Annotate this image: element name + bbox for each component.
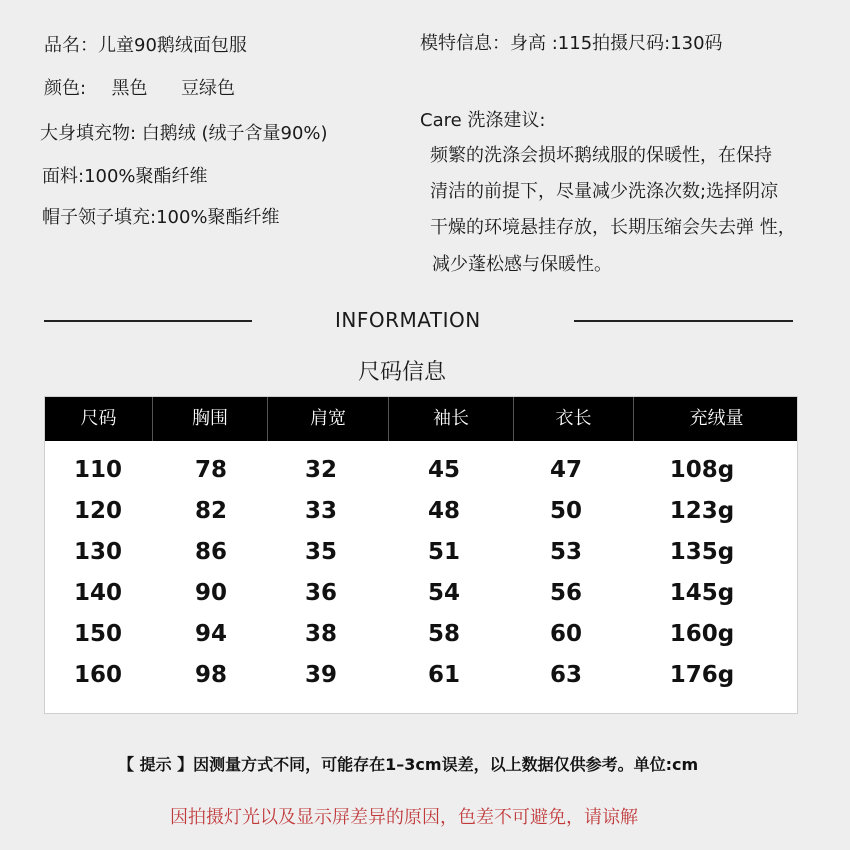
table-cell: 35 (304, 539, 337, 565)
header-length: 衣长 (555, 408, 592, 429)
table-cell: 120 (73, 498, 122, 524)
model-info: 模特信息：身高 :115拍摄尺码:130码 (420, 33, 723, 54)
table-cell: 56 (549, 580, 582, 606)
care-text-line: 减少蓬松感与保暖性。 (432, 254, 612, 275)
color-option-green: 豆绿色 (181, 78, 236, 99)
fabric-info: 面料:100%聚酯纤维 (42, 166, 208, 187)
table-cell: 98 (194, 662, 227, 688)
header-chest: 胸围 (192, 408, 228, 429)
table-cell: 130 (73, 539, 122, 565)
divider-right (574, 320, 793, 322)
table-row (45, 491, 797, 532)
table-cell: 45 (427, 457, 460, 483)
divider-left (44, 320, 252, 322)
table-cell: 82 (194, 498, 227, 524)
table-cell: 135g (669, 539, 735, 565)
table-cell: 160 (73, 662, 122, 688)
size-table (44, 396, 798, 714)
measurement-note: 【 提示 】因测量方式不同，可能存在1–3cm误差，以上数据仅供参考。单位:cm (118, 755, 699, 774)
table-cell: 160g (669, 621, 735, 647)
table-cell: 33 (304, 498, 337, 524)
color-label: 颜色: (44, 78, 87, 99)
table-row (45, 573, 797, 614)
care-title: Care 洗涤建议: (420, 110, 546, 131)
table-cell: 108g (669, 457, 735, 483)
header-down-fill: 充绒量 (689, 408, 744, 429)
header-shoulder: 肩宽 (310, 408, 346, 429)
color-disclaimer: 因拍摄灯光以及显示屏差异的原因，色差不可避免，请谅解 (170, 807, 638, 828)
table-cell: 90 (194, 580, 227, 606)
table-cell: 39 (304, 662, 337, 688)
care-text-line: 干燥的环境悬挂存放，长期压缩会失去弹 性， (430, 217, 796, 238)
table-header (45, 397, 797, 441)
table-cell: 78 (194, 457, 227, 483)
table-cell: 145g (669, 580, 735, 606)
filling-info: 大身填充物: 白鹅绒 (绒子含量90%) (40, 123, 328, 144)
table-cell: 94 (194, 621, 227, 647)
table-cell: 50 (549, 498, 582, 524)
table-row (45, 655, 797, 696)
table-title: 尺码信息 (358, 360, 447, 385)
color-row (44, 74, 235, 100)
care-text-line: 频繁的洗涤会损坏鹅绒服的保暖性，在保持 (430, 145, 772, 166)
table-cell: 123g (669, 498, 735, 524)
header-size: 尺码 (80, 408, 117, 429)
table-cell: 60 (549, 621, 582, 647)
table-cell: 61 (427, 662, 460, 688)
header-sleeve: 袖长 (433, 408, 469, 429)
information-heading: INFORMATION (335, 308, 481, 332)
table-row (45, 614, 797, 655)
table-cell: 36 (304, 580, 337, 606)
table-cell: 54 (427, 580, 460, 606)
table-cell: 110 (73, 457, 122, 483)
table-row (45, 532, 797, 573)
table-cell: 51 (427, 539, 460, 565)
color-option-black: 黑色 (111, 78, 148, 99)
table-cell: 38 (304, 621, 337, 647)
table-cell: 176g (669, 662, 735, 688)
table-cell: 86 (194, 539, 227, 565)
table-cell: 48 (427, 498, 460, 524)
table-cell: 53 (549, 539, 582, 565)
table-cell: 47 (549, 457, 582, 483)
table-row (45, 450, 797, 491)
care-text-line: 清洁的前提下，尽量减少洗涤次数;选择阴凉 (430, 181, 779, 202)
table-cell: 150 (73, 621, 122, 647)
product-name: 品名：儿童90鹅绒面包服 (44, 35, 247, 56)
hood-filling-info: 帽子领子填充:100%聚酯纤维 (42, 207, 280, 228)
table-cell: 63 (549, 662, 582, 688)
table-cell: 58 (427, 621, 460, 647)
table-cell: 32 (304, 457, 337, 483)
table-cell: 140 (73, 580, 122, 606)
